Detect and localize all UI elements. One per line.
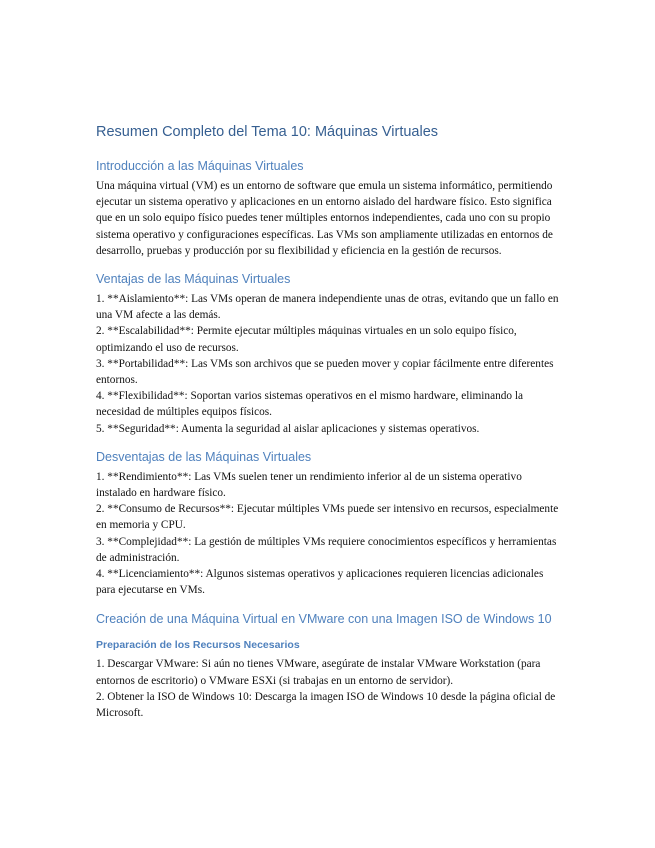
ventajas-section bbox=[96, 271, 562, 437]
document-page bbox=[96, 124, 562, 733]
ventajas-item-1: 1. **Aislamiento**: Las VMs operan de manera independiente unas de otras, evitando que un fallo en una VM afecte a las demás. bbox=[96, 293, 559, 322]
ventajas-item-5: 5. **Seguridad**: Aumenta la seguridad al aislar aplicaciones y sistemas operativos. bbox=[96, 422, 480, 435]
document-title: Resumen Completo del Tema 10: Máquinas Virtuales bbox=[96, 124, 439, 140]
desventajas-item-4: 4. **Licenciamiento**: Algunos sistemas operativos y aplicaciones requieren licencias adicionales para ejecutarse en VMs. bbox=[96, 568, 544, 597]
preparacion-subheading: Preparación de los Recursos Necesarios bbox=[96, 639, 300, 652]
ventajas-item-3: 3. **Portabilidad**: Las VMs son archivos que se pueden mover y copiar fácilmente entre diferentes entornos. bbox=[96, 357, 554, 387]
desventajas-item-1: 1. **Rendimiento**: Las VMs suelen tener un rendimiento inferior al de un sistema operativo instalado en hardware físico. bbox=[96, 470, 522, 500]
intro-heading: Introducción a las Máquinas Virtuales bbox=[96, 159, 304, 173]
creacion-item-2: 2. Obtener la ISO de Windows 10: Descarga la imagen ISO de Windows 10 desde la página oficial de Microsoft. bbox=[96, 690, 556, 720]
creacion-heading: Creación de una Máquina Virtual en VMware con una Imagen ISO de Windows 10 bbox=[96, 612, 552, 627]
desventajas-heading: Desventajas de las Máquinas Virtuales bbox=[96, 449, 312, 464]
desventajas-item-2: 2. **Consumo de Recursos**: Ejecutar múltiples VMs puede ser intensivo en recursos, especialmente en memoria y CPU. bbox=[96, 503, 559, 532]
creacion-section bbox=[96, 610, 562, 721]
desventajas-section bbox=[96, 449, 562, 599]
ventajas-item-2: 2. **Escalabilidad**: Permite ejecutar múltiples máquinas virtuales en un solo equipo físico, optimizando el uso de recursos. bbox=[96, 325, 517, 354]
creacion-item-1: 1. Descargar VMware: Si aún no tienes VMware, asegúrate de instalar VMware Workstation (para entornos de escritorio) o VMware ESXi (si trabajas en un entorno de servidor). bbox=[96, 658, 541, 687]
intro-section bbox=[96, 158, 562, 259]
ventajas-item-4: 4. **Flexibilidad**: Soportan varios sistemas operativos en el mismo hardware, eliminando la necesidad de múltiples equipos físicos. bbox=[96, 390, 524, 419]
intro-paragraph: Una máquina virtual (VM) es un entorno de software que emula un sistema informático, permitiendo ejecutar un sistema operativo y aplicaciones en un entorno aislado del hardware físico. Esto significa que en un solo equipo físico puedes tener múltiples entornos independientes, cada uno con su propio sistema operativo y configuraciones específicas. Las VMs son ampliamente utilizadas en entornos de desarrollo, pruebas y producción por su flexibilidad y eficiencia en la gestión de recursos. bbox=[96, 180, 553, 257]
ventajas-heading: Ventajas de las Máquinas Virtuales bbox=[96, 272, 291, 287]
desventajas-item-3: 3. **Complejidad**: La gestión de múltiples VMs requiere conocimientos específicos y herramientas de administración. bbox=[96, 535, 557, 564]
